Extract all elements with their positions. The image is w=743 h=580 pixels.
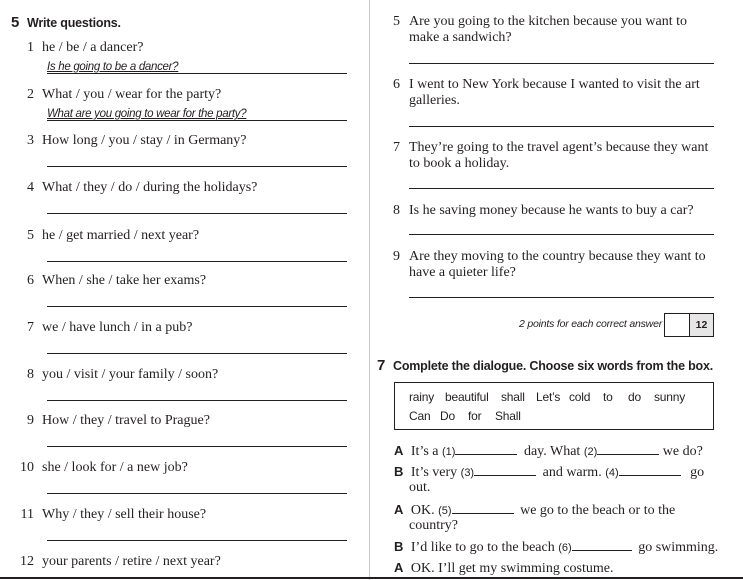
- sentence-line: Are they moving to the country because they want to: [409, 249, 706, 264]
- exercise-5-number: 5: [11, 14, 20, 31]
- answer-line[interactable]: [47, 261, 347, 262]
- sentence-line: have a quieter life?: [409, 265, 516, 280]
- exercise-5-title: Write questions.: [27, 16, 121, 30]
- question-number: 11: [20, 507, 34, 522]
- dialogue-line-3: [394, 502, 675, 519]
- dialogue-line-4: [394, 539, 718, 556]
- box-word: sunny: [654, 390, 686, 404]
- question-prompt: What / you / wear for the party?: [42, 87, 222, 102]
- dialogue-line-5: [394, 560, 613, 577]
- dialogue-text: we go to the beach or to the: [520, 503, 676, 518]
- box-word: do: [628, 390, 641, 404]
- answer-line[interactable]: [47, 353, 347, 354]
- bottom-rule: [0, 577, 743, 579]
- question-prompt: How long / you / stay / in Germany?: [42, 133, 247, 148]
- question-number: 8: [27, 367, 34, 382]
- box-word: Shall: [495, 409, 521, 423]
- column-separator: [369, 0, 370, 580]
- sentence-line: I went to New York because I wanted to visit the art: [409, 77, 700, 92]
- sentence-line: to book a holiday.: [409, 156, 510, 171]
- answer-gap-3[interactable]: [474, 464, 536, 476]
- speaker-a: A: [394, 502, 404, 517]
- exercise-7-number: 7: [377, 357, 386, 374]
- sentence-number: 9: [393, 249, 400, 264]
- answer-line[interactable]: [409, 234, 714, 235]
- gap-number: (6): [558, 542, 572, 554]
- question-prompt: your parents / retire / next year?: [42, 554, 221, 569]
- question-prompt: Why / they / sell their house?: [42, 507, 207, 522]
- box-word: for: [468, 409, 482, 423]
- box-word: Do: [440, 409, 455, 423]
- sentence-number: 8: [393, 203, 400, 218]
- answer-line[interactable]: [409, 297, 714, 298]
- speaker-a: A: [394, 560, 404, 575]
- question-number: 12: [20, 554, 34, 569]
- dialogue-text: I’d like to go to the beach: [410, 540, 555, 555]
- speaker-a: A: [394, 443, 404, 458]
- answer-line[interactable]: [47, 306, 347, 307]
- question-prompt: she / look for / a new job?: [42, 460, 188, 475]
- question-number: 3: [27, 133, 34, 148]
- answer-gap-6[interactable]: [572, 539, 632, 551]
- question-number: 6: [27, 273, 34, 288]
- question-number: 5: [27, 228, 34, 243]
- answer-line[interactable]: [47, 400, 347, 401]
- dialogue-text: and warm.: [542, 465, 602, 480]
- question-prompt: What / they / do / during the holidays?: [42, 180, 258, 195]
- sentence-number: 5: [393, 14, 400, 29]
- sentence-line: Is he saving money because he wants to buy a car?: [409, 203, 694, 218]
- box-word: Can: [409, 409, 431, 423]
- word-box: [394, 382, 714, 430]
- box-word: rainy: [409, 390, 435, 404]
- sentence-number: 7: [393, 140, 400, 155]
- gap-number: (5): [438, 505, 452, 517]
- question-prompt: you / visit / your family / soon?: [42, 367, 219, 382]
- question-prompt: we / have lunch / in a pub?: [42, 320, 193, 335]
- question-number: 7: [27, 320, 34, 335]
- points-label: 2 points for each correct answer: [519, 318, 663, 330]
- gap-number: (2): [583, 446, 598, 458]
- question-number: 9: [27, 413, 34, 428]
- sentence-line: make a sandwich?: [409, 30, 512, 45]
- example-answer: What are you going to wear for the party?: [47, 108, 247, 120]
- answer-line[interactable]: [47, 166, 347, 167]
- dialogue-text: we do?: [662, 444, 703, 459]
- answer-line[interactable]: [409, 188, 714, 189]
- dialogue-text: go swimming.: [638, 540, 719, 555]
- question-prompt: When / she / take her exams?: [42, 273, 207, 288]
- sentence-line: galleries.: [409, 93, 460, 108]
- sentence-number: 6: [393, 77, 400, 92]
- speaker-b: B: [394, 539, 404, 554]
- answer-line[interactable]: [47, 213, 347, 214]
- answer-line[interactable]: [47, 493, 347, 494]
- question-number: 2: [27, 87, 34, 102]
- answer-line[interactable]: [409, 126, 714, 127]
- dialogue-text: OK. I’ll get my swimming costume.: [410, 561, 614, 576]
- answer-gap-5[interactable]: [452, 502, 514, 514]
- question-number: 10: [20, 460, 34, 475]
- answer-gap-4[interactable]: [619, 464, 681, 476]
- question-number: 1: [27, 40, 34, 55]
- answer-gap-1[interactable]: [455, 443, 517, 455]
- exercise-7-title: Complete the dialogue. Choose six words from the box.: [393, 359, 713, 373]
- answer-line[interactable]: [409, 63, 714, 64]
- question-prompt: How / they / travel to Prague?: [42, 413, 210, 428]
- question-number: 4: [27, 180, 34, 195]
- score-box: [664, 313, 714, 337]
- dialogue-line-2: [394, 464, 704, 481]
- gap-number: (4): [605, 467, 619, 479]
- gap-number: (3): [460, 467, 475, 479]
- sentence-line: Are you going to the kitchen because you want to: [409, 14, 687, 29]
- dialogue-text: go: [690, 465, 705, 480]
- answer-line[interactable]: [47, 446, 347, 447]
- example-answer: Is he going to be a dancer?: [47, 61, 179, 73]
- answer-line[interactable]: [47, 540, 347, 541]
- box-word: cold: [569, 390, 591, 404]
- dialogue-line-3-cont: country?: [409, 518, 458, 533]
- score-value: 12: [690, 314, 713, 336]
- dialogue-line-1: [394, 443, 703, 460]
- dialogue-line-2-cont: out.: [409, 480, 431, 495]
- dialogue-text: day. What: [523, 444, 581, 459]
- question-prompt: he / be / a dancer?: [42, 40, 144, 55]
- sentence-line: They’re going to the travel agent’s because they want: [409, 140, 709, 155]
- answer-line[interactable]: [47, 73, 347, 74]
- box-word: to: [603, 390, 613, 404]
- dialogue-text: It’s very: [410, 465, 458, 480]
- box-word: shall: [501, 390, 525, 404]
- box-word: beautiful: [445, 390, 489, 404]
- box-word: Let’s: [536, 390, 561, 404]
- answer-line[interactable]: [47, 120, 347, 121]
- dialogue-text: It’s a: [410, 444, 439, 459]
- speaker-b: B: [394, 464, 404, 479]
- answer-gap-2[interactable]: [597, 443, 659, 455]
- dialogue-text: OK.: [410, 503, 435, 518]
- question-prompt: he / get married / next year?: [42, 228, 200, 243]
- gap-number: (1): [442, 446, 456, 458]
